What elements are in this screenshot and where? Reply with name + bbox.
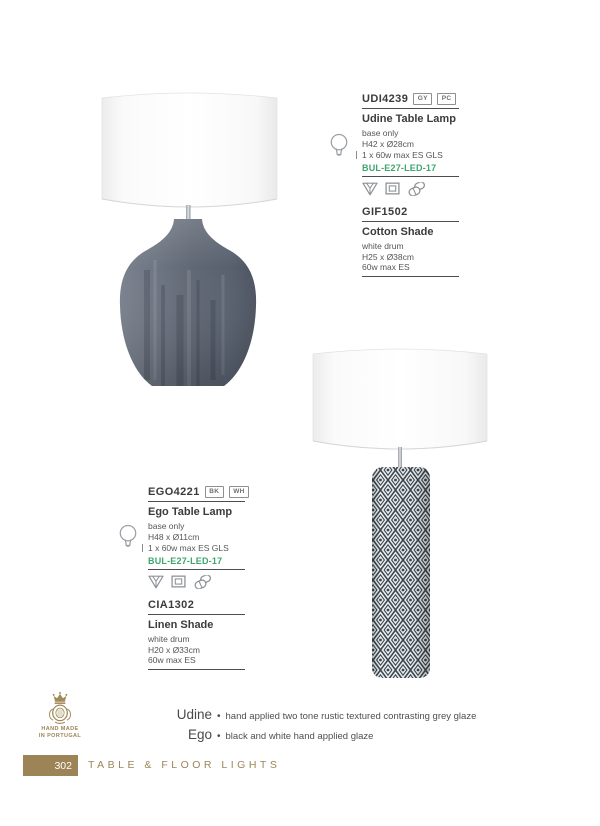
section-title: TABLE & FLOOR LIGHTS: [88, 759, 281, 771]
bulb-pointer-line: [142, 544, 143, 552]
product-code-row: [362, 93, 466, 105]
spec-line: H48 x Ø11cm: [148, 531, 200, 542]
ego-shade: [313, 349, 487, 449]
ego-stem: [398, 447, 402, 468]
spec-line: H42 x Ø28cm: [362, 138, 414, 149]
led-code: BUL-E27-LED-17: [148, 555, 223, 566]
switch-icon: [193, 575, 213, 589]
divider: [148, 501, 245, 502]
bulb-icon: [119, 524, 137, 549]
double-insulated-icon: [171, 575, 186, 588]
shade-ring-icon: [362, 182, 378, 196]
udine-shade: [102, 93, 277, 207]
product-code: EGO4221: [148, 486, 200, 498]
finish-badge: PC: [437, 93, 456, 105]
spec-line: 1 x 60w max ES GLS: [148, 543, 252, 554]
product-code: UDI4239: [362, 93, 409, 105]
divider: [362, 221, 459, 222]
handmade-crest-icon: [44, 691, 76, 726]
bulb-pointer-line: [356, 151, 357, 159]
udine-lamp-image: [85, 80, 285, 400]
finish-badge: BK: [205, 486, 224, 498]
spec-icons-row: [148, 574, 252, 590]
double-insulated-icon: [385, 182, 400, 195]
bulb-icon: [330, 133, 348, 158]
shade-name: Linen Shade: [148, 618, 214, 631]
divider: [148, 669, 245, 670]
handmade-line1: HAND MADE: [41, 726, 79, 732]
spec-line: white drum: [148, 633, 190, 644]
udine-stem: [186, 205, 191, 220]
shade-code: GIF1502: [362, 205, 408, 218]
finish-badge: WH: [229, 486, 249, 498]
description-text: black and white hand applied glaze: [225, 730, 374, 742]
spec-line: 1 x 60w max ES GLS: [362, 150, 466, 161]
product-name: Udine Table Lamp: [362, 113, 456, 125]
switch-icon: [407, 182, 427, 196]
product-name: Ego Table Lamp: [148, 506, 233, 518]
finish-badge: GY: [413, 93, 432, 105]
ego-base: [372, 467, 430, 678]
product-block-ego: [148, 486, 252, 674]
divider: [148, 569, 245, 570]
spec-line: 60w max ES: [362, 262, 410, 273]
spec-line: H20 x Ø33cm: [148, 644, 200, 655]
shade-name: Cotton Shade: [362, 225, 434, 238]
product-code-row: [148, 486, 252, 498]
led-code: BUL-E27-LED-17: [362, 162, 437, 173]
page-number-box: [23, 755, 78, 776]
page-number: 302: [54, 759, 72, 772]
spec-line: white drum: [362, 240, 404, 251]
divider: [148, 614, 245, 615]
spec-line: 60w max ES: [148, 655, 196, 666]
divider: [362, 276, 459, 277]
bullet: •: [217, 730, 221, 742]
description-product-name: Ego: [187, 726, 212, 742]
description-product-name: Udine: [176, 707, 212, 722]
shade-ring-icon: [148, 575, 164, 589]
spec-line: base only: [148, 521, 185, 531]
spec-icons-row: [362, 181, 466, 197]
handmade-mark-text: [22, 726, 98, 740]
spec-line: H25 x Ø38cm: [362, 251, 414, 262]
spec-line: base only: [362, 128, 399, 138]
divider: [362, 176, 459, 177]
ego-lamp-image: [298, 330, 498, 690]
bullet: •: [217, 711, 221, 722]
description-text: hand applied two tone rustic textured contrasting grey glaze: [225, 711, 477, 722]
handmade-line2: IN PORTUGAL: [38, 732, 82, 739]
shade-code: CIA1302: [148, 598, 195, 611]
divider: [362, 108, 459, 109]
product-block-udine: [362, 93, 466, 281]
